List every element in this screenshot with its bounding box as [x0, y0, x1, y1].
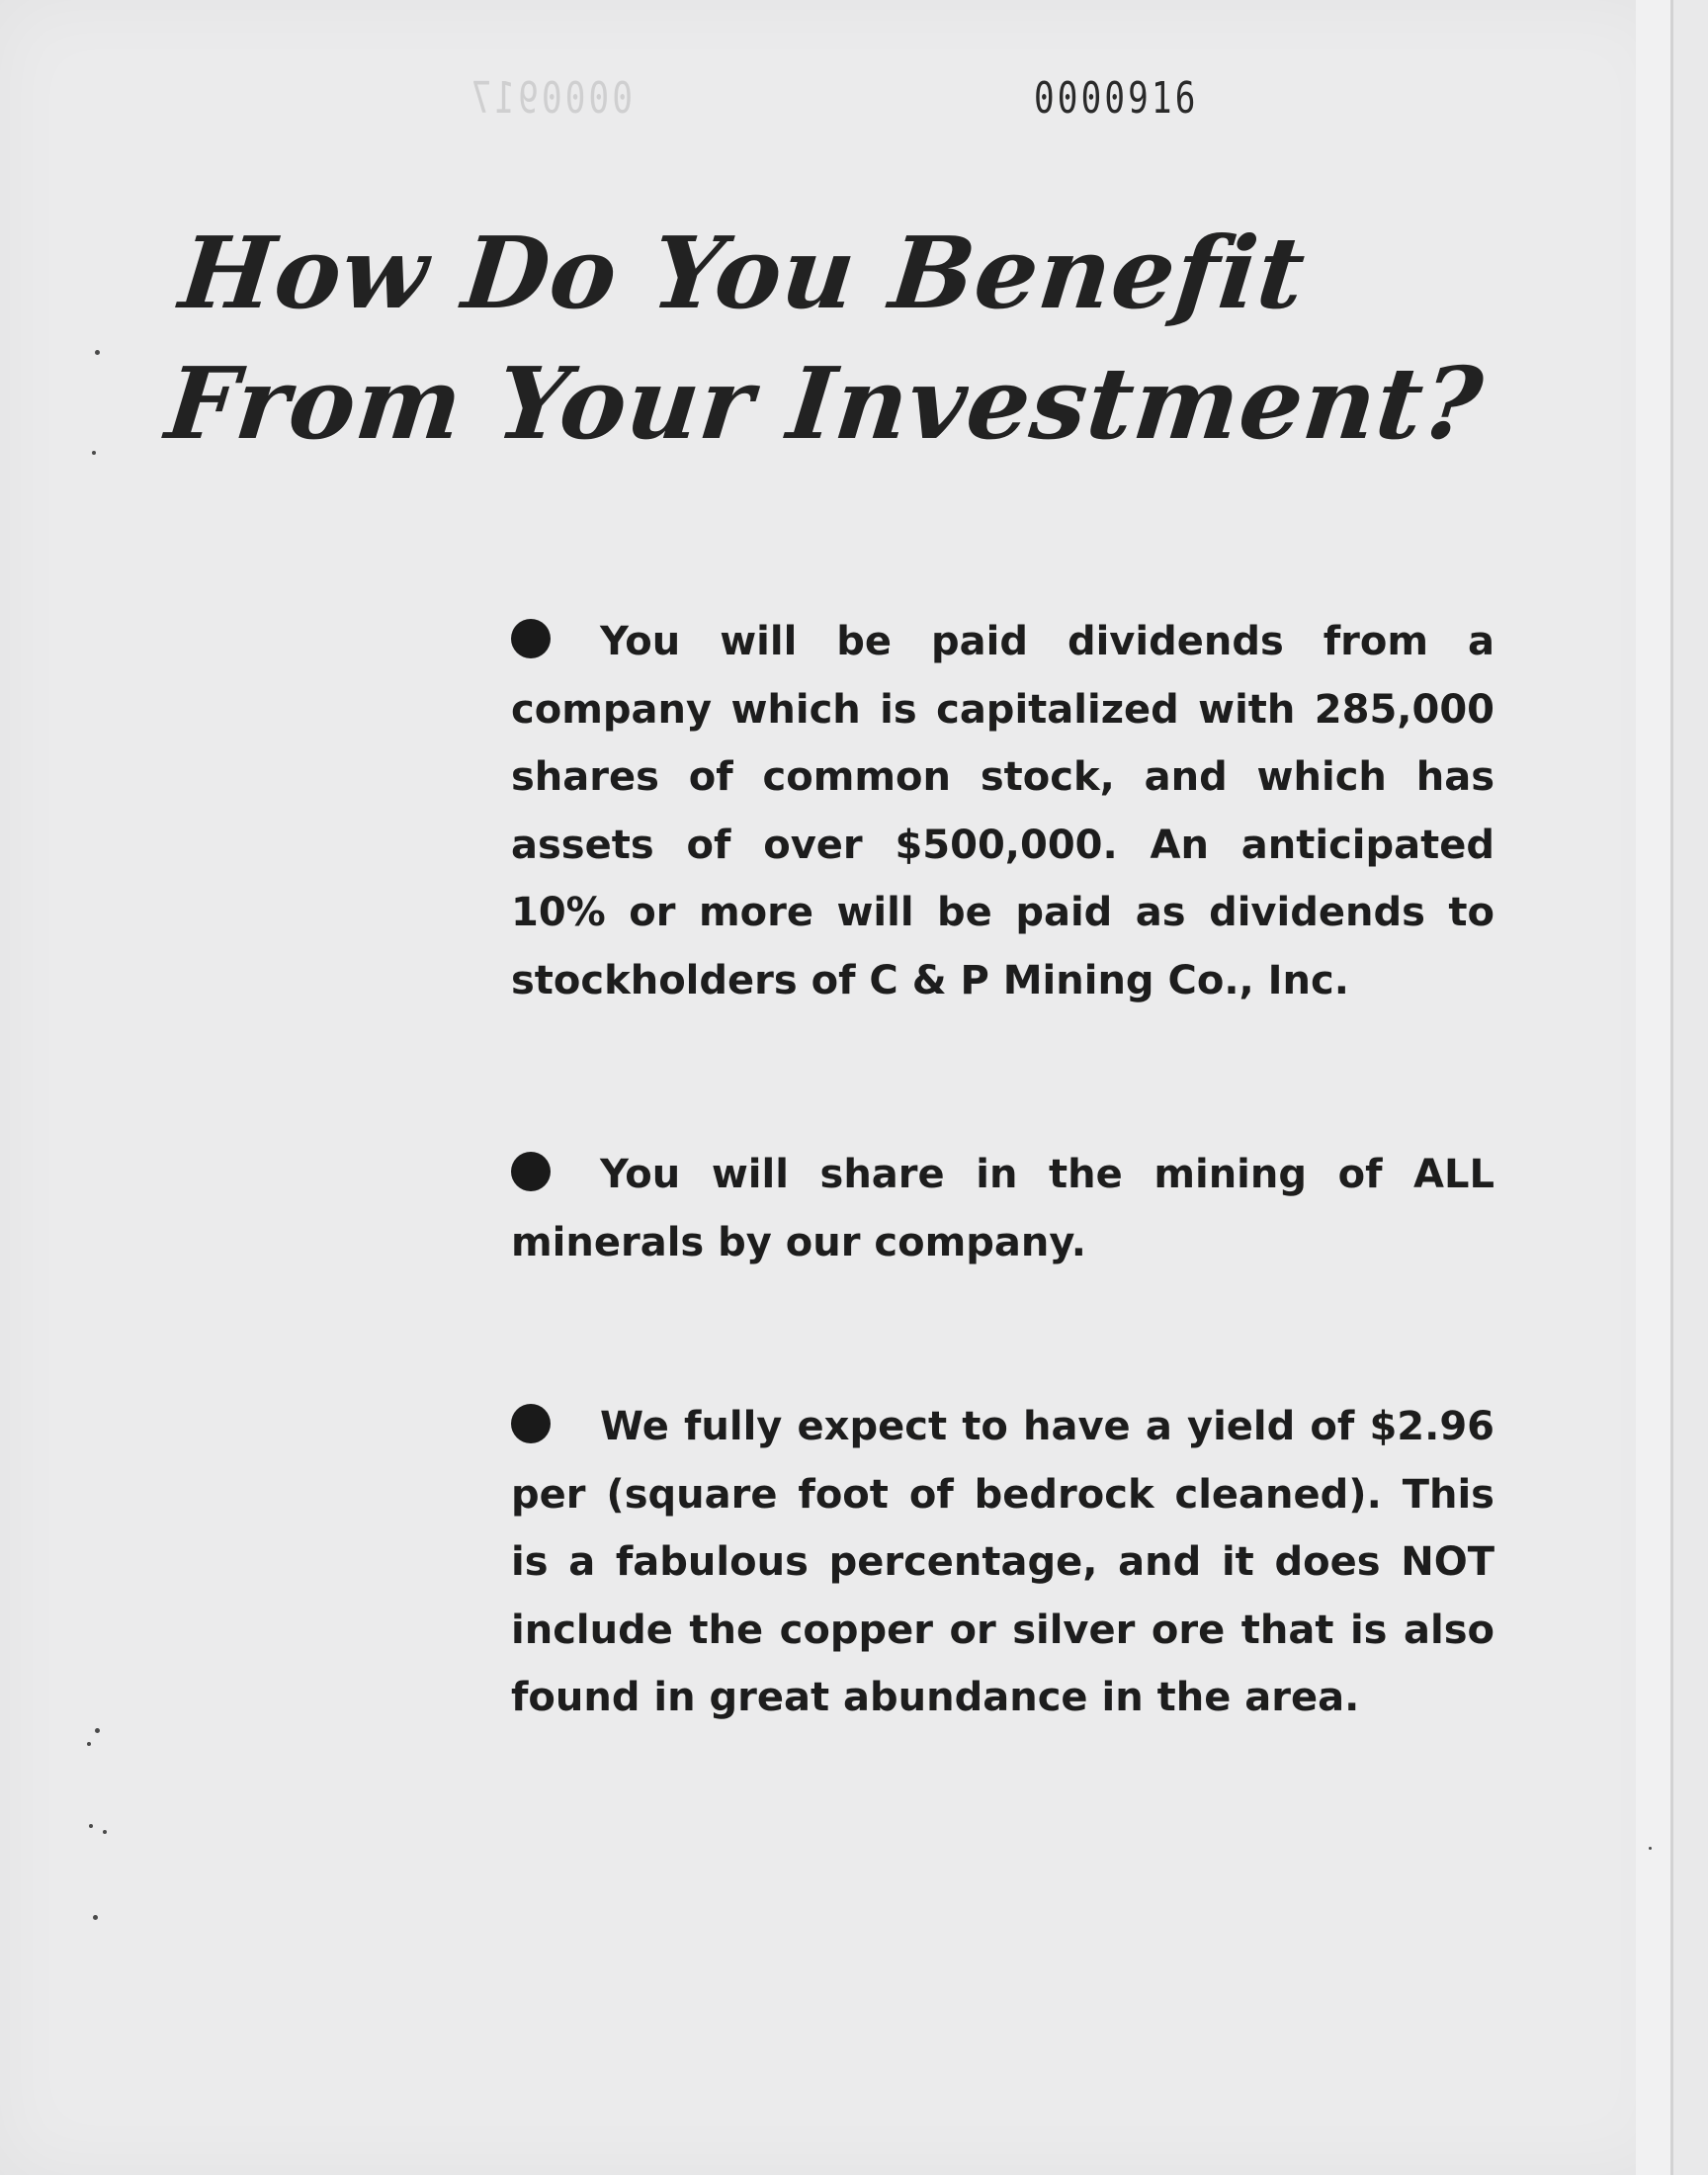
scan-speck	[93, 1915, 98, 1920]
scan-speck	[1649, 1847, 1652, 1850]
bullet-dot-icon	[511, 619, 551, 658]
scan-speck	[95, 1728, 100, 1733]
bullet-text: You will be paid dividends from a company which is capitalized with 285,000 shares of common stock, and which has assets of over $500,000. An anticipated 10% or more will be paid as dividends to stockholders of C & P Mining Co., Inc.	[511, 619, 1494, 1003]
scan-speck	[95, 350, 100, 355]
bullet-item-minerals	[511, 1141, 1494, 1276]
bullet-text: We fully expect to have a yield of $2.96 per (square foot of bedrock cleaned). This is a fabulous percentage, and it does NOT include the copper or silver ore that is also found in great abundance in the area.	[511, 1404, 1494, 1720]
page-title	[160, 208, 1502, 469]
bullet-dot-icon	[511, 1152, 551, 1191]
document-number: 0000916	[1034, 73, 1199, 124]
bullet-list	[511, 608, 1494, 1732]
title-line-2: From Your Investment?	[160, 345, 1489, 462]
scan-speck	[92, 451, 96, 455]
bullet-dot-icon	[511, 1404, 551, 1443]
scan-speck	[89, 1824, 93, 1828]
scan-speck	[87, 1742, 91, 1746]
bullet-text: You will share in the mining of ALL minerals by our company.	[511, 1152, 1494, 1265]
bullet-item-dividends	[511, 608, 1494, 1014]
bleed-through-number: 0000917	[468, 73, 633, 124]
bullet-item-yield	[511, 1393, 1494, 1732]
page-edge	[1636, 0, 1670, 2175]
scan-speck	[103, 1830, 107, 1834]
title-line-1: How Do You Benefit	[174, 215, 1312, 331]
